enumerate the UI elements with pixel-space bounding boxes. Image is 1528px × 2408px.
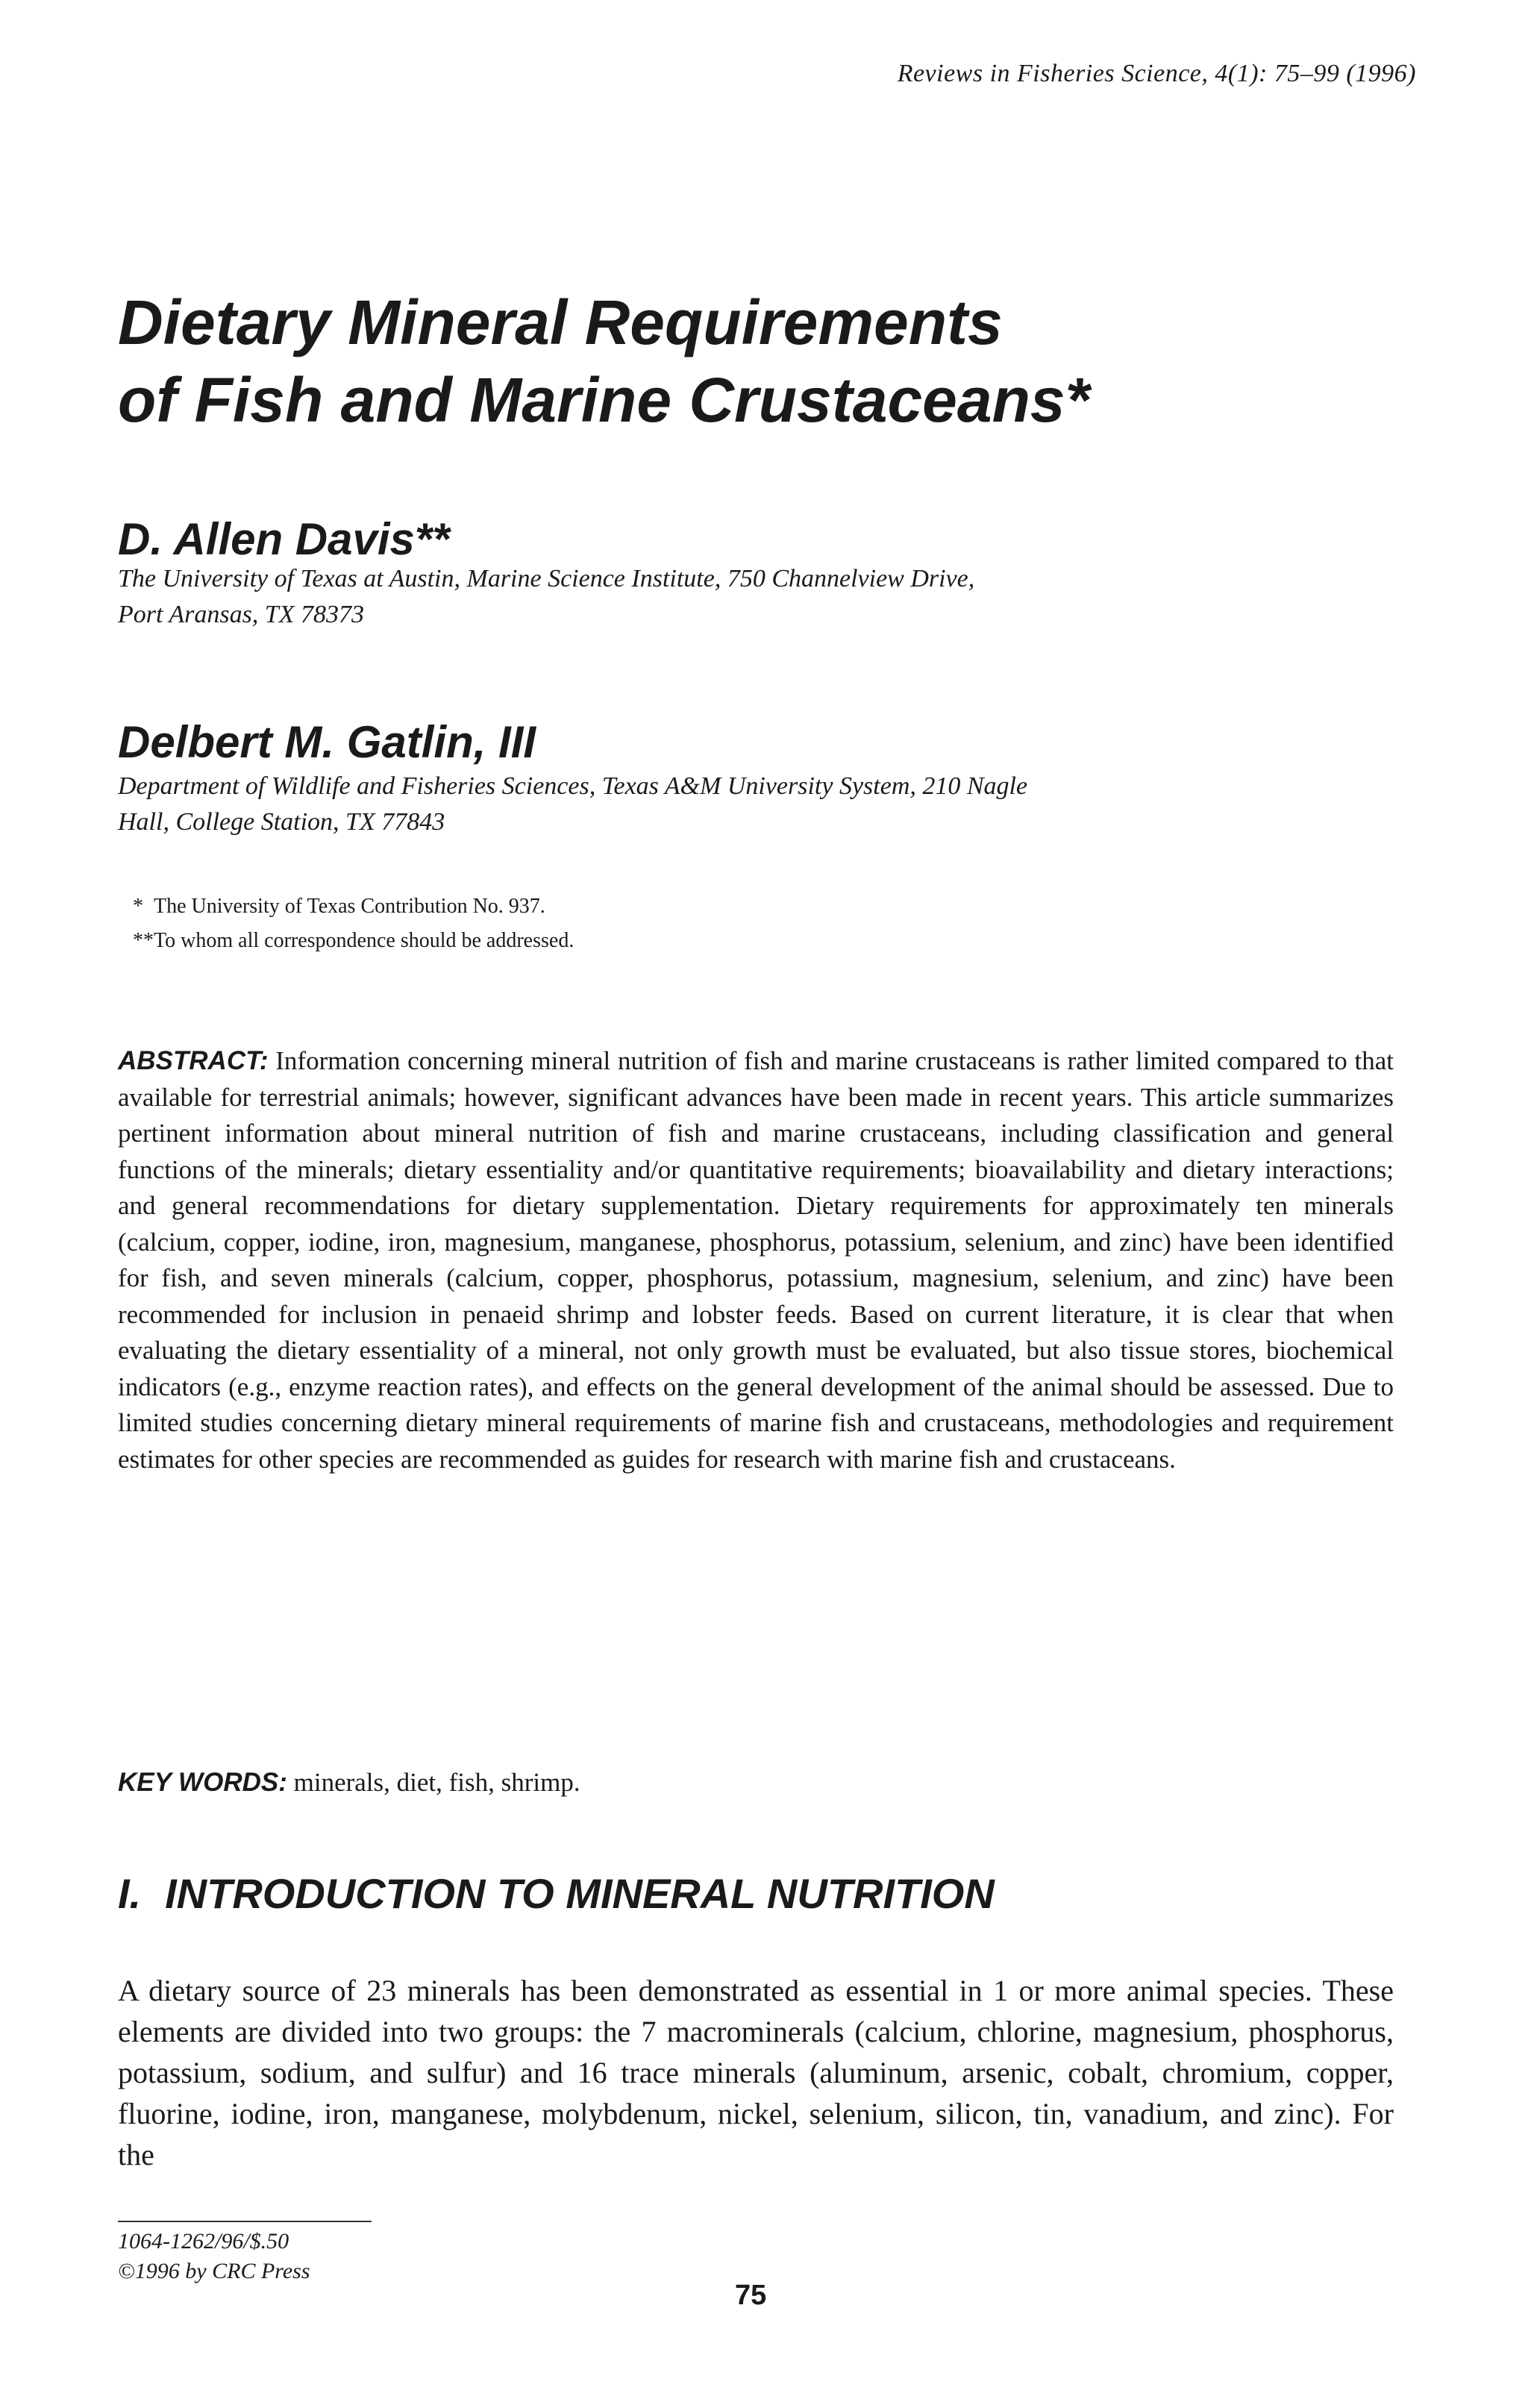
author-affiliation-2: [118, 769, 1386, 840]
abstract-label: ABSTRACT:: [118, 1046, 269, 1075]
page-number: 75: [735, 2280, 767, 2311]
affiliation-line: Hall, College Station, TX 77843: [118, 808, 445, 836]
author-name-1: D. Allen Davis**: [118, 514, 450, 564]
footer-rule: [118, 2221, 372, 2222]
abstract: [118, 1043, 1394, 1477]
abstract-text: Information concerning mineral nutrition of fish and marine crustaceans is rather limited compared to that available for terrestrial animals; however, significant advances have been made in recent years. This article summarizes pertinent information about mineral nutrition of fish and marine crustaceans, including classification and general functions of the minerals; dietary essentiality and/or quantitative requirements; bioavailability and dietary interactions; and general recommendations for dietary supplementation. Dietary requirements for approximately ten minerals (calcium, copper, iodine, iron, magnesium, manganese, phosphorus, potassium, selenium, and zinc) have been identified for fish, and seven minerals (calcium, copper, phosphorus, potassium, magnesium, selenium, and zinc) have been recommended for inclusion in penaeid shrimp and lobster feeds. Based on current literature, it is clear that when evaluating the dietary essentiality of a mineral, not only growth must be evaluated, but also tissue stores, biochemical indicators (e.g., enzyme reaction rates), and effects on the general development of the animal should be assessed. Due to limited studies concerning dietary mineral requirements of marine fish and crustaceans, methodologies and requirement estimates for other species are recommended as guides for research with marine fish and crustaceans.: [118, 1046, 1394, 1474]
footnote-text: The University of Texas Contribution No. 937.: [154, 895, 545, 918]
affiliation-line: Port Aransas, TX 78373: [118, 601, 364, 628]
running-head: Reviews in Fisheries Science, 4(1): 75–99 (1996): [897, 60, 1416, 87]
footnote-mark: **: [133, 929, 154, 952]
footnote-text: To whom all correspondence should be addressed.: [154, 929, 574, 952]
copyright-notice: ©1996 by CRC Press: [118, 2259, 310, 2283]
article-title: [118, 284, 1237, 439]
footnote-2: [133, 928, 574, 954]
title-line-1: Dietary Mineral Requirements: [118, 287, 1003, 357]
footnote-1: [133, 894, 545, 919]
affiliation-line: The University of Texas at Austin, Marine Science Institute, 750 Channelview Drive,: [118, 565, 975, 592]
issn-code: 1064-1262/96/$.50: [118, 2229, 289, 2254]
section-title: INTRODUCTION TO MINERAL NUTRITION: [165, 1870, 995, 1917]
keywords-text: minerals, diet, fish, shrimp.: [293, 1768, 580, 1797]
affiliation-line: Department of Wildlife and Fisheries Sciences, Texas A&M University System, 210 Nagle: [118, 772, 1028, 800]
intro-paragraph: A dietary source of 23 minerals has been demonstrated as essential in 1 or more animal species. These elements are divided into two groups: the 7 macrominerals (calcium, chlorine, magnesium, phosphorus, potassium, sodium, and sulfur) and 16 trace minerals (aluminum, arsenic, cobalt, chromium, copper, fluorine, iodine, iron, manganese, molybdenum, nickel, selenium, silicon, tin, vanadium, and zinc). For the: [118, 1974, 1394, 2171]
keywords: [118, 1765, 1394, 1801]
footnote-mark: *: [133, 895, 143, 918]
section-heading: [118, 1869, 995, 1918]
title-line-2: of Fish and Marine Crustaceans*: [118, 365, 1090, 435]
section-number: I.: [118, 1870, 142, 1917]
author-affiliation-1: [118, 561, 1386, 633]
author-name-2: Delbert M. Gatlin, III: [118, 717, 536, 767]
keywords-label: KEY WORDS:: [118, 1768, 287, 1797]
